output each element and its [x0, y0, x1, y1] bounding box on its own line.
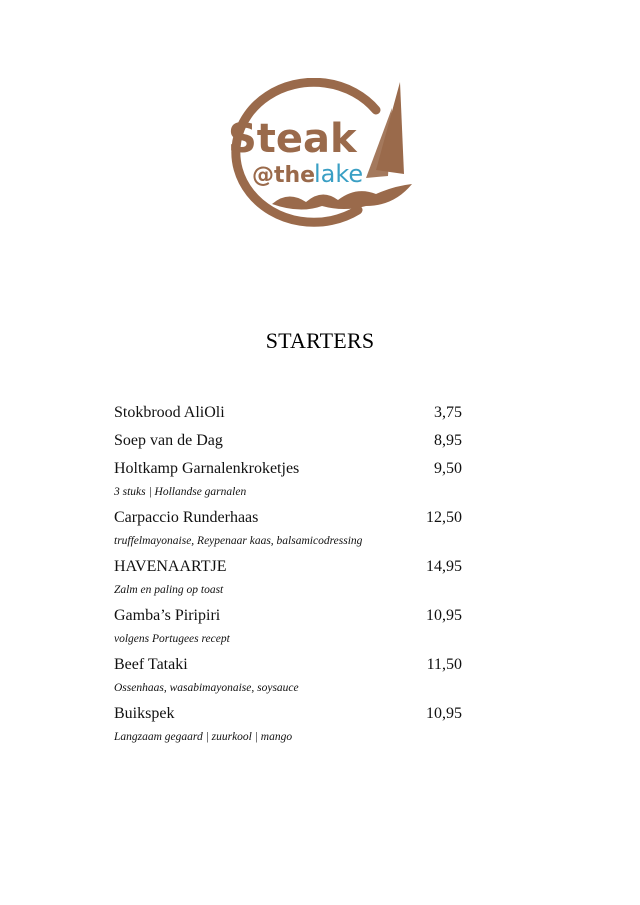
menu-item [114, 654, 462, 703]
item-price: 10,95 [426, 607, 462, 624]
menu-item [114, 458, 462, 507]
item-name: Beef Tataki [114, 656, 188, 673]
item-price: 8,95 [434, 432, 462, 449]
item-name: Soep van de Dag [114, 432, 223, 449]
menu-item [114, 605, 462, 654]
section-heading: STARTERS [265, 328, 375, 353]
menu-list [114, 402, 462, 752]
menu-item [114, 703, 462, 752]
item-price: 10,95 [426, 705, 462, 722]
item-name: Buikspek [114, 705, 175, 722]
item-name: Stokbrood AliOli [114, 404, 225, 421]
item-price: 3,75 [434, 404, 462, 421]
item-price: 9,50 [434, 460, 462, 477]
item-description: Langzaam gegaard | zuurkool | mango [114, 731, 293, 743]
menu-item [114, 556, 462, 605]
item-name: Holtkamp Garnalenkroketjes [114, 460, 300, 477]
logo-text-steak: Steak [228, 116, 357, 162]
logo-text-lake: lake [314, 160, 364, 188]
item-description: Ossenhaas, wasabimayonaise, soysauce [114, 682, 299, 694]
menu-item [114, 402, 462, 430]
item-description: volgens Portugees recept [114, 633, 230, 645]
menu-item [114, 430, 462, 458]
item-name: Gamba’s Piripiri [114, 607, 221, 624]
item-name: Carpaccio Runderhaas [114, 509, 259, 526]
restaurant-logo [226, 78, 414, 234]
item-price: 14,95 [426, 558, 462, 575]
item-price: 12,50 [426, 509, 462, 526]
item-name: HAVENAARTJE [114, 558, 227, 575]
item-price: 11,50 [426, 656, 462, 673]
logo-sail-small [366, 108, 392, 178]
menu-item [114, 507, 462, 556]
item-description: Zalm en paling op toast [114, 584, 224, 596]
item-description: truffelmayonaise, Reypenaar kaas, balsamicodressing [114, 535, 363, 547]
logo-text-at-the: @the [252, 163, 316, 188]
logo-graphic [226, 78, 414, 234]
item-description: 3 stuks | Hollandse garnalen [114, 486, 247, 498]
